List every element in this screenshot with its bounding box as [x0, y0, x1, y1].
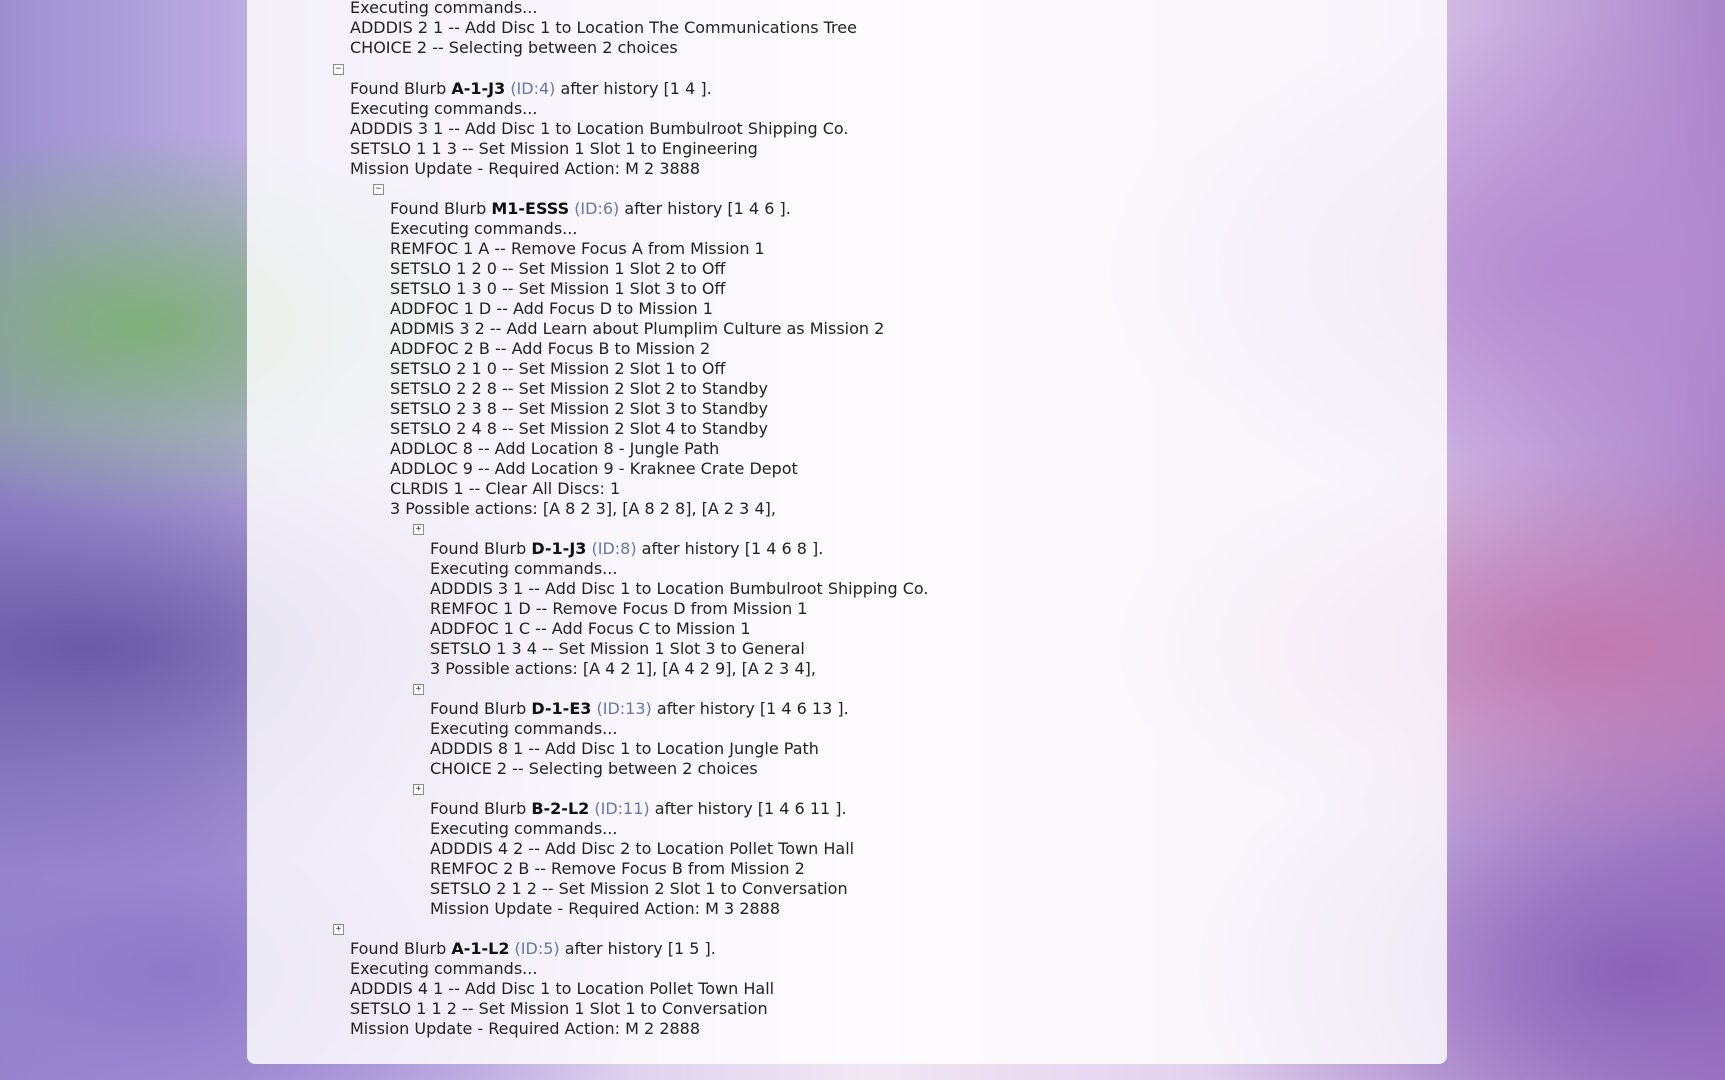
blurb-prefix: Found Blurb [350, 79, 452, 98]
log-line: ADDDIS 4 2 -- Add Disc 2 to Location Pollet Town Hall [430, 839, 855, 858]
log-line: 3 Possible actions: [A 8 2 3], [A 8 2 8], [A 2 3 4], [390, 499, 776, 518]
log-line: Executing commands... [390, 219, 578, 238]
blurb-name: A-1-L2 [451, 939, 510, 958]
log-line: ADDFOC 1 C -- Add Focus C to Mission 1 [430, 619, 751, 638]
log-line: CHOICE 2 -- Selecting between 2 choices [350, 38, 678, 57]
blurb-id: (ID:11) [594, 799, 650, 818]
log-line: Mission Update - Required Action: M 2 2888 [350, 1019, 701, 1038]
collapse-toggle-icon[interactable]: − [333, 64, 344, 75]
blurb-header [430, 539, 823, 559]
log-line: SETSLO 1 3 4 -- Set Mission 1 Slot 3 to General [430, 639, 805, 658]
blurb-history: after history [1 4 ]. [555, 79, 712, 98]
log-line: Executing commands... [350, 0, 538, 17]
log-line: ADDDIS 2 1 -- Add Disc 1 to Location The Communications Tree [350, 18, 857, 37]
log-line: ADDDIS 3 1 -- Add Disc 1 to Location Bumbulroot Shipping Co. [350, 119, 849, 138]
blurb-id: (ID:13) [596, 699, 652, 718]
blurb-header [350, 939, 716, 959]
log-line: REMFOC 1 A -- Remove Focus A from Mission 1 [390, 239, 765, 258]
blurb-history: after history [1 4 6 11 ]. [649, 799, 847, 818]
log-line: ADDDIS 3 1 -- Add Disc 1 to Location Bumbulroot Shipping Co. [430, 579, 929, 598]
blurb-prefix: Found Blurb [430, 799, 532, 818]
log-line: ADDLOC 8 -- Add Location 8 - Jungle Path [390, 439, 720, 458]
blurb-history: after history [1 4 6 13 ]. [651, 699, 849, 718]
log-line: CHOICE 2 -- Selecting between 2 choices [430, 759, 758, 778]
blurb-prefix: Found Blurb [430, 699, 532, 718]
log-line: SETSLO 2 3 8 -- Set Mission 2 Slot 3 to Standby [390, 399, 768, 418]
log-line: ADDFOC 1 D -- Add Focus D to Mission 1 [390, 299, 713, 318]
blurb-id: (ID:6) [574, 199, 620, 218]
expand-toggle-icon[interactable]: + [333, 924, 344, 935]
blurb-history: after history [1 4 6 ]. [619, 199, 791, 218]
log-line: SETSLO 1 1 2 -- Set Mission 1 Slot 1 to Conversation [350, 999, 768, 1018]
blurb-history: after history [1 4 6 8 ]. [636, 539, 824, 558]
log-line: ADDFOC 2 B -- Add Focus B to Mission 2 [390, 339, 711, 358]
blurb-name: B-2-L2 [531, 799, 590, 818]
log-line: SETSLO 1 3 0 -- Set Mission 1 Slot 3 to Off [390, 279, 726, 298]
blurb-header [430, 699, 849, 719]
expand-toggle-icon[interactable]: + [413, 524, 424, 535]
log-line: SETSLO 2 4 8 -- Set Mission 2 Slot 4 to Standby [390, 419, 768, 438]
log-line: Executing commands... [350, 959, 538, 978]
log-line: SETSLO 2 2 8 -- Set Mission 2 Slot 2 to Standby [390, 379, 768, 398]
log-line: SETSLO 1 1 3 -- Set Mission 1 Slot 1 to Engineering [350, 139, 758, 158]
log-line: CLRDIS 1 -- Clear All Discs: 1 [390, 479, 621, 498]
blurb-name: A-1-J3 [451, 79, 506, 98]
log-line: REMFOC 1 D -- Remove Focus D from Mission 1 [430, 599, 808, 618]
log-line: SETSLO 2 1 2 -- Set Mission 2 Slot 1 to Conversation [430, 879, 848, 898]
log-line: ADDMIS 3 2 -- Add Learn about Plumplim Culture as Mission 2 [390, 319, 885, 338]
log-line: Executing commands... [430, 719, 618, 738]
log-line: Mission Update - Required Action: M 3 2888 [430, 899, 781, 918]
log-line: SETSLO 1 2 0 -- Set Mission 1 Slot 2 to Off [390, 259, 726, 278]
expand-toggle-icon[interactable]: + [413, 684, 424, 695]
blurb-id: (ID:8) [591, 539, 637, 558]
log-line: Executing commands... [430, 559, 618, 578]
log-line: ADDDIS 8 1 -- Add Disc 1 to Location Jungle Path [430, 739, 819, 758]
log-line: Mission Update - Required Action: M 2 3888 [350, 159, 701, 178]
log-line: REMFOC 2 B -- Remove Focus B from Mission 2 [430, 859, 805, 878]
blurb-header [350, 79, 712, 99]
log-line: Executing commands... [430, 819, 618, 838]
log-line: ADDDIS 4 1 -- Add Disc 1 to Location Pollet Town Hall [350, 979, 775, 998]
blurb-prefix: Found Blurb [350, 939, 452, 958]
log-line: SETSLO 2 1 0 -- Set Mission 2 Slot 1 to Off [390, 359, 726, 378]
log-line: ADDLOC 9 -- Add Location 9 - Kraknee Crate Depot [390, 459, 798, 478]
blurb-prefix: Found Blurb [430, 539, 532, 558]
blurb-name: D-1-J3 [531, 539, 587, 558]
blurb-history: after history [1 5 ]. [559, 939, 716, 958]
log-line: 3 Possible actions: [A 4 2 1], [A 4 2 9], [A 2 3 4], [430, 659, 816, 678]
blurb-header [390, 199, 791, 219]
collapse-toggle-icon[interactable]: − [373, 184, 384, 195]
expand-toggle-icon[interactable]: + [413, 784, 424, 795]
blurb-prefix: Found Blurb [390, 199, 492, 218]
blurb-name: D-1-E3 [531, 699, 592, 718]
blurb-header [430, 799, 847, 819]
blurb-name: M1-ESSS [491, 199, 570, 218]
blurb-id: (ID:4) [510, 79, 556, 98]
blurb-id: (ID:5) [514, 939, 560, 958]
log-line: Executing commands... [350, 99, 538, 118]
